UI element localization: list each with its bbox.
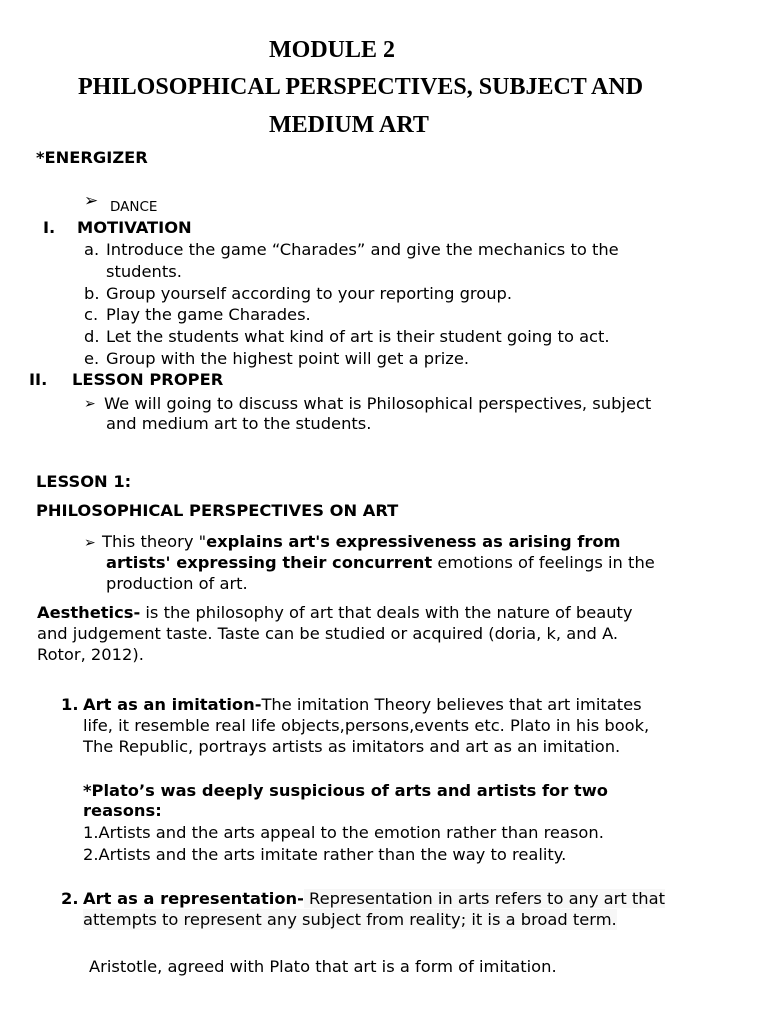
motivation-item-b: Group yourself according to your reporting group.: [106, 284, 513, 303]
aristotle-note: Aristotle, agreed with Plato that art is a form of imitation.: [89, 957, 557, 976]
imitation-line2: life, it resemble real life objects,persons,events etc. Plato in his book,: [83, 716, 650, 735]
lesson-proper-numeral: II.: [29, 370, 48, 389]
aesthetics-line1: [37, 602, 633, 623]
representation-line1: [83, 888, 665, 909]
motivation-item-b-letter: b.: [84, 284, 100, 303]
aesthetics-line3: Rotor, 2012).: [37, 645, 144, 664]
arrow-bullet-icon: ➢: [84, 191, 99, 211]
imitation-number: 1.: [61, 695, 79, 714]
energizer-item: DANCE: [110, 199, 158, 215]
motivation-item-a: Introduce the game “Charades” and give the mechanics to the: [106, 240, 619, 259]
page-title-line2: MEDIUM ART: [269, 112, 429, 138]
arrow-bullet-icon: ➢: [84, 535, 96, 551]
lesson-label: LESSON 1:: [36, 472, 132, 491]
module-number: MODULE 2: [269, 37, 395, 63]
motivation-item-c-letter: c.: [84, 305, 99, 324]
energizer-heading: *ENERGIZER: [36, 148, 148, 167]
motivation-item-d: Let the students what kind of art is their student going to act.: [106, 327, 610, 346]
lesson-proper-heading: LESSON PROPER: [72, 370, 224, 389]
motivation-item-e: Group with the highest point will get a prize.: [106, 349, 470, 368]
motivation-item-e-letter: e.: [84, 349, 100, 368]
arrow-bullet-icon: ➢: [84, 396, 96, 412]
imitation-line1: [83, 694, 642, 715]
plato-reason-2: 2.Artists and the arts imitate rather than the way to reality.: [83, 845, 567, 864]
aesthetics-definition: is the philosophy of art that deals with the nature of beauty: [140, 603, 633, 622]
theory-bold-text-cont: artists' expressing their concurrent: [106, 553, 433, 572]
lesson-proper-text-cont: and medium art to the students.: [106, 414, 372, 433]
imitation-term: Art as an imitation-: [83, 695, 262, 714]
lesson-title: PHILOSOPHICAL PERSPECTIVES ON ART: [36, 501, 399, 520]
plato-reason-1: 1.Artists and the arts appeal to the emotion rather than reason.: [83, 823, 604, 842]
imitation-line3: The Republic, portrays artists as imitators and art as an imitation.: [83, 737, 621, 756]
representation-definition: Representation in arts refers to any art that: [303, 889, 665, 908]
imitation-definition: The imitation Theory believes that art imitates: [261, 695, 642, 714]
motivation-numeral: I.: [43, 218, 56, 237]
aesthetics-line2: and judgement taste. Taste can be studied or acquired (doria, k, and A.: [37, 624, 619, 643]
motivation-item-c: Play the game Charades.: [106, 305, 311, 324]
theory-line3: production of art.: [106, 574, 248, 593]
motivation-item-a-letter: a.: [84, 240, 100, 259]
theory-line2: [106, 552, 655, 573]
motivation-item-a-cont: students.: [106, 262, 182, 281]
theory-prefix: This theory ": [102, 532, 207, 551]
lesson-proper-text: We will going to discuss what is Philosophical perspectives, subject: [104, 394, 652, 413]
theory-bold-text: explains art's expressiveness as arising from: [206, 532, 621, 551]
aesthetics-term: Aesthetics-: [37, 603, 141, 622]
motivation-item-d-letter: d.: [84, 327, 100, 346]
representation-term: Art as a representation-: [83, 889, 304, 908]
page-title-line1: PHILOSOPHICAL PERSPECTIVES, SUBJECT AND: [78, 74, 644, 100]
representation-line2: attempts to represent any subject from reality; it is a broad term.: [83, 910, 617, 929]
motivation-heading: MOTIVATION: [77, 218, 192, 237]
plato-heading: *Plato’s was deeply suspicious of arts and artists for two: [83, 781, 608, 800]
plato-heading-cont: reasons:: [83, 801, 162, 820]
representation-number: 2.: [61, 889, 79, 908]
theory-line1: [102, 531, 621, 552]
theory-rest: emotions of feelings in the: [432, 553, 655, 572]
